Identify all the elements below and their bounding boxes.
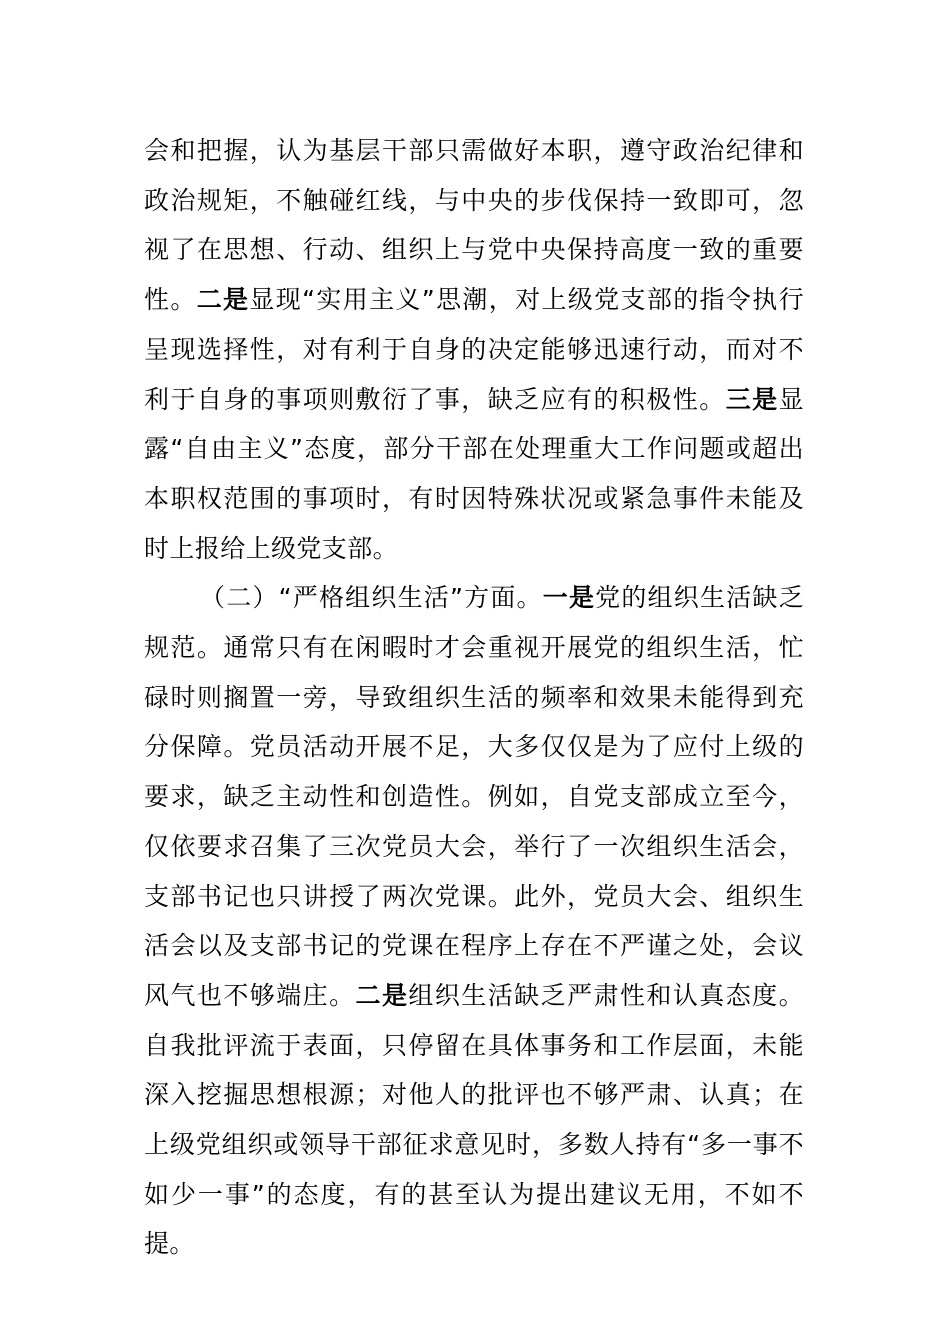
paragraph-2-heading: （二）“严格组织生活”方面。 (200, 583, 543, 613)
paragraph-1 (144, 126, 804, 573)
document-page (144, 126, 804, 1269)
paragraph-2-bold-yi-shi: 一是 (542, 583, 596, 613)
paragraph-1-text-3: 显露“自由主义”态度，部分干部在处理重大工作问题或超出本职权范围的事项时，有时因特殊状况或紧急事件未能及时上报给上级党支部。 (144, 384, 804, 563)
paragraph-1-bold-er-shi: 二是 (196, 285, 250, 315)
paragraph-2 (144, 573, 804, 1269)
paragraph-1-bold-san-shi: 三是 (725, 384, 779, 414)
paragraph-2-bold-er-shi: 二是 (355, 980, 409, 1010)
paragraph-1-text-1: 会和把握，认为基层干部只需做好本职，遵守政治纪律和政治规矩，不触碰红线，与中央的步伐保持一致即可，忽视了在思想、行动、组织上与党中央保持高度一致的重要性。 (144, 136, 804, 315)
paragraph-2-text-2: 组织生活缺乏严肃性和认真态度。自我批评流于表面，只停留在具体事务和工作层面，未能深入挖掘思想根源；对他人的批评也不够严肃、认真；在上级党组织或领导干部征求意见时，多数人持有“多一事不如少一事”的态度，有的甚至认为提出建议无用，不如不提。 (144, 980, 804, 1259)
paragraph-2-text-1: 党的组织生活缺乏规范。通常只有在闲暇时才会重视开展党的组织生活，忙碌时则搁置一旁，导致组织生活的频率和效果未能得到充分保障。党员活动开展不足，大多仅仅是为了应付上级的要求，缺乏主动性和创造性。例如，自党支部成立至今，仅依要求召集了三次党员大会，举行了一次组织生活会，支部书记也只讲授了两次党课。此外，党员大会、组织生活会以及支部书记的党课在程序上存在不严谨之处，会议风气也不够端庄。 (144, 583, 804, 1010)
paragraph-1-text-2: 显现“实用主义”思潮，对上级党支部的指令执行呈现选择性，对有利于自身的决定能够迅速行动，而对不利于自身的事项则敷衍了事，缺乏应有的积极性。 (144, 285, 804, 414)
